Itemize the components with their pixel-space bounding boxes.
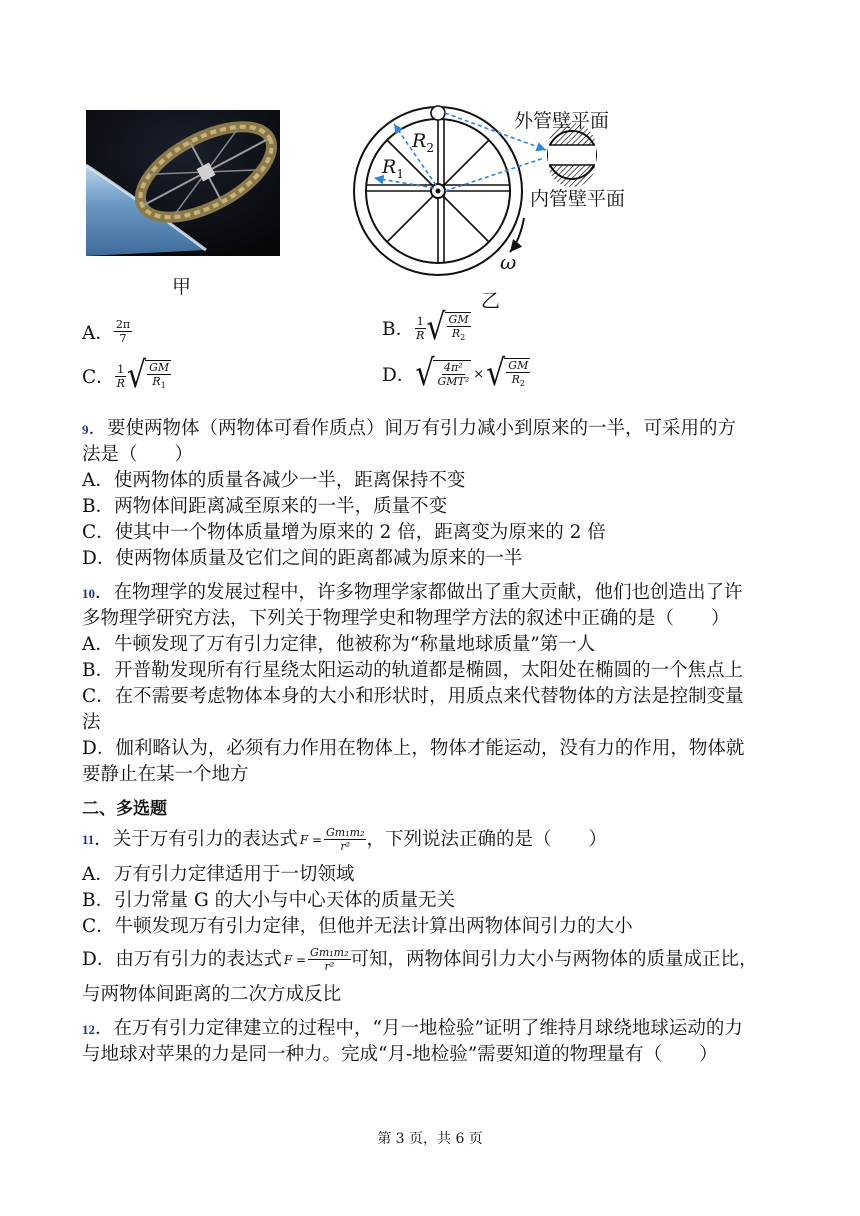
q11-option-b: B．引力常量 G 的大小与中心天体的质量无关 bbox=[82, 890, 456, 911]
label-R2: $R_2$ bbox=[412, 130, 434, 155]
q9-option-a: A．使两物体的质量各减少一半，距离保持不变 bbox=[82, 470, 466, 491]
question-number: 12 bbox=[82, 1022, 95, 1037]
q10-option-c: C．在不需要考虑物体本身的大小和形状时，用质点来代替物体的方法是控制变量 bbox=[82, 686, 744, 707]
label-R1: $R_1$ bbox=[382, 156, 404, 181]
q9-stem: 9．要使两物体（两物体可看作质点）间万有引力减小到原来的一半，可采用的方 bbox=[82, 418, 737, 439]
wheel-diagram bbox=[350, 100, 650, 300]
question-number: 10 bbox=[82, 586, 95, 601]
q11-option-d: D．由万有引力的表达式 F = $\frac{\text{Gm₁m₂}}{\text{r²}}$ 可知，两物体间引力大小与两物体的质量成正比， bbox=[82, 946, 758, 973]
q10-option-d: D．伽利略认为，必须有力作用在物体上，物体才能运动，没有力的作用，物体就 bbox=[82, 738, 745, 759]
q11-option-d-cont: 与两物体间距离的二次方成反比 bbox=[82, 984, 342, 1005]
question-number: 11 bbox=[82, 831, 95, 847]
figure-left-caption: 甲 bbox=[172, 276, 192, 298]
question-number: 9 bbox=[82, 422, 89, 437]
q9-stem-cont: 法是（ ） bbox=[82, 444, 194, 465]
q11-option-a: A．万有引力定律适用于一切领域 bbox=[82, 864, 355, 885]
q9-option-c: C．使其中一个物体质量增为原来的 2 倍，距离变为原来的 2 倍 bbox=[82, 522, 606, 543]
q8-option-b: B． $\frac{1}{R}$ √ $\frac{GM}{R_2}$ bbox=[382, 306, 469, 349]
q10-stem: 10．在物理学的发展过程中，许多物理学家都做出了重大贡献，他们也创造出了许 bbox=[82, 582, 743, 603]
q10-option-d-cont: 要静止在某一个地方 bbox=[82, 764, 249, 785]
label-outer-wall: 外管壁平面 bbox=[514, 110, 610, 132]
q8-option-c: C． $\frac{1}{R}$ √ $\frac{GM}{R_1}$ bbox=[82, 354, 170, 397]
q10-option-a: A．牛顿发现了万有引力定律，他被称为“称量地球质量”第一人 bbox=[82, 634, 596, 655]
q12-stem: 12．在万有引力定律建立的过程中，“月一地检验”证明了维持月球绕地球运动的力 bbox=[82, 1018, 743, 1039]
q8-option-a: A． $\frac{2\pi}{7}$ bbox=[82, 318, 131, 345]
q10-option-b: B．开普勒发现所有行星绕太阳运动的轨道都是椭圆，太阳处在椭圆的一个焦点上 bbox=[82, 660, 744, 681]
q12-stem-cont: 与地球对苹果的力是同一种力。完成“月-地检验”需要知道的物理量有（ ） bbox=[82, 1044, 718, 1065]
q10-stem-cont: 多物理学研究方法，下列关于物理学史和物理学方法的叙述中正确的是（ ） bbox=[82, 608, 730, 629]
q10-option-c-cont: 法 bbox=[82, 712, 101, 733]
label-omega: ω bbox=[500, 250, 517, 274]
q9-option-b: B．两物体间距离减至原来的一半，质量不变 bbox=[82, 496, 448, 517]
space-station-photo bbox=[86, 110, 280, 256]
q11-stem: 11 ．关于万有引力的表达式 F = $\frac{\text{Gm₁m₂}}{\text{r²}}$ ，下列说法正确的是（ ） bbox=[82, 826, 607, 853]
figure-right-caption: 乙 bbox=[481, 290, 501, 312]
q9-option-d: D．使两物体质量及它们之间的距离都减为原来的一半 bbox=[82, 548, 523, 569]
label-inner-wall: 内管壁平面 bbox=[530, 188, 626, 210]
page-footer: 第 3 页，共 6 页 bbox=[377, 1131, 483, 1147]
q11-option-c: C．牛顿发现万有引力定律，但他并无法计算出两物体间引力的大小 bbox=[82, 916, 633, 937]
section-heading: 二、多选题 bbox=[82, 799, 167, 819]
q8-option-d: D． √ $\frac{\text{4π²}}{\text{GMT²}}$ × √ $\frac{GM}{R_2}$ bbox=[382, 352, 529, 395]
